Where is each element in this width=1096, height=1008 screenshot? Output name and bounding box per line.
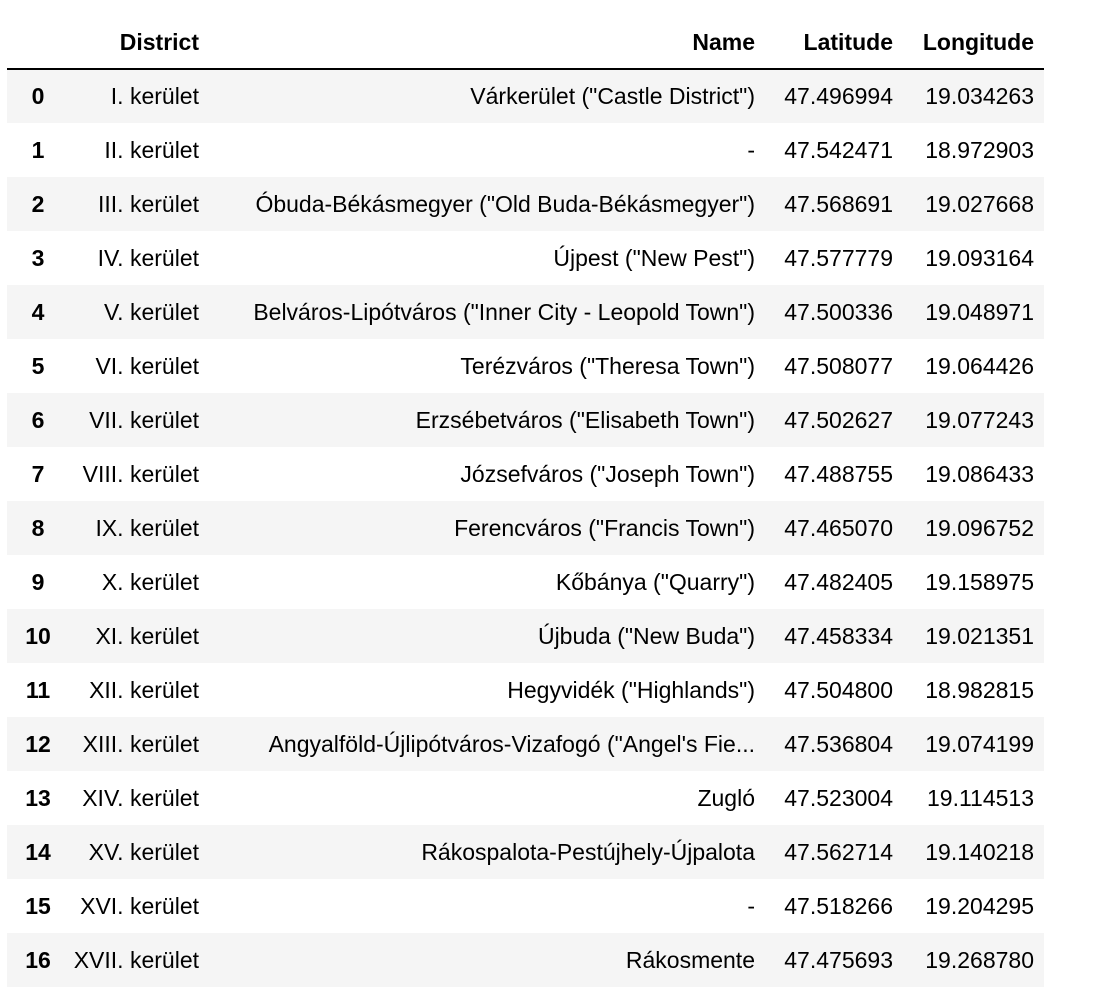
cell-district: I. kerület [110, 83, 199, 109]
row-index: 4 [31, 298, 45, 325]
dataframe-table [7, 16, 1044, 987]
cell-district: XVI. kerület [80, 892, 199, 919]
column-header-latitude: Latitude [765, 16, 903, 69]
cell-name: Óbuda-Békásmegyer ("Old Buda-Békásmegyer") [255, 190, 755, 217]
table-row [7, 285, 1044, 339]
cell-name: Józsefváros ("Joseph Town") [460, 460, 755, 487]
table-row [7, 663, 1044, 717]
index-header [7, 16, 69, 69]
cell-district: XI. kerület [95, 622, 199, 649]
table-row [7, 609, 1044, 663]
table-row [7, 879, 1044, 933]
cell-longitude: 18.972903 [925, 136, 1034, 163]
cell-district: VI. kerület [95, 352, 199, 379]
row-index: 16 [25, 946, 51, 973]
cell-latitude: 47.568691 [784, 190, 893, 217]
cell-latitude: 47.465070 [784, 514, 893, 541]
cell-latitude: 47.496994 [784, 83, 893, 109]
cell-latitude: 47.482405 [784, 568, 893, 595]
cell-district: II. kerület [104, 136, 199, 163]
cell-latitude: 47.536804 [784, 730, 893, 757]
row-index: 9 [31, 568, 45, 595]
cell-latitude: 47.500336 [784, 298, 893, 325]
cell-name: Hegyvidék ("Highlands") [507, 676, 755, 703]
table-body [7, 69, 1044, 987]
table-row [7, 501, 1044, 555]
cell-longitude: 19.114513 [926, 784, 1034, 811]
table-row [7, 933, 1044, 987]
column-header-name: Name [209, 16, 765, 69]
cell-name: Erzsébetváros ("Elisabeth Town") [415, 406, 755, 433]
row-index: 2 [31, 190, 45, 217]
row-index: 8 [31, 514, 45, 541]
header-row [7, 16, 1044, 69]
cell-district: XIV. kerület [82, 784, 199, 811]
row-index: 3 [31, 244, 45, 271]
row-index: 12 [25, 730, 51, 757]
cell-longitude: 19.021351 [925, 622, 1034, 649]
cell-latitude: 47.504800 [784, 676, 893, 703]
cell-name: Angyalföld-Újlipótváros-Vizafogó ("Angel's Fie... [268, 730, 755, 757]
cell-name: Várkerület ("Castle District") [470, 83, 755, 109]
row-index: 5 [31, 352, 45, 379]
cell-latitude: 47.475693 [784, 946, 893, 973]
table-row [7, 339, 1044, 393]
cell-district: III. kerület [98, 190, 199, 217]
cell-latitude: 47.502627 [784, 406, 893, 433]
cell-longitude: 19.093164 [925, 244, 1034, 271]
cell-district: IV. kerület [97, 244, 199, 271]
row-index: 10 [25, 622, 51, 649]
row-index: 13 [25, 784, 51, 811]
cell-district: XII. kerület [89, 676, 199, 703]
table-header [7, 16, 1044, 69]
cell-district: VII. kerület [89, 406, 199, 433]
table-row [7, 555, 1044, 609]
cell-district: X. kerület [101, 568, 199, 595]
table-row [7, 447, 1044, 501]
row-index: 11 [25, 676, 51, 703]
dataframe-output [7, 16, 1044, 987]
cell-district: VIII. kerület [82, 460, 199, 487]
cell-longitude: 19.158975 [925, 568, 1034, 595]
cell-name: Rákosmente [625, 946, 755, 973]
cell-longitude: 19.074199 [925, 730, 1034, 757]
cell-longitude: 19.268780 [925, 946, 1034, 973]
column-header-longitude: Longitude [903, 16, 1044, 69]
cell-name: Ferencváros ("Francis Town") [454, 514, 755, 541]
column-header-district: District [69, 16, 209, 69]
cell-name: Rákospalota-Pestújhely-Újpalota [421, 838, 755, 865]
cell-name: Újbuda ("New Buda") [537, 622, 755, 649]
cell-longitude: 19.086433 [925, 460, 1034, 487]
cell-name: Terézváros ("Theresa Town") [460, 352, 755, 379]
cell-longitude: 19.140218 [925, 838, 1034, 865]
row-index: 15 [25, 892, 51, 919]
cell-longitude: 19.048971 [925, 298, 1034, 325]
cell-latitude: 47.508077 [784, 352, 893, 379]
cell-latitude: 47.523004 [784, 784, 893, 811]
cell-name: - [747, 892, 755, 919]
cell-latitude: 47.577779 [784, 244, 893, 271]
row-index: 14 [25, 838, 51, 865]
table-row [7, 69, 1044, 123]
cell-latitude: 47.458334 [784, 622, 893, 649]
cell-district: V. kerület [103, 298, 199, 325]
cell-latitude: 47.488755 [784, 460, 893, 487]
cell-latitude: 47.518266 [784, 892, 893, 919]
cell-longitude: 19.027668 [925, 190, 1034, 217]
cell-longitude: 19.064426 [925, 352, 1034, 379]
table-row [7, 717, 1044, 771]
cell-name: Zugló [697, 784, 755, 811]
cell-district: XVII. kerület [73, 946, 199, 973]
table-row [7, 231, 1044, 285]
row-index: 6 [31, 406, 45, 433]
cell-district: IX. kerület [95, 514, 199, 541]
table-row [7, 771, 1044, 825]
table-row [7, 123, 1044, 177]
cell-latitude: 47.542471 [784, 136, 893, 163]
row-index: 0 [31, 83, 45, 109]
row-index: 7 [31, 460, 45, 487]
cell-latitude: 47.562714 [784, 838, 893, 865]
cell-longitude: 19.034263 [925, 83, 1034, 109]
cell-name: - [747, 136, 755, 163]
cell-name: Belváros-Lipótváros ("Inner City - Leopold Town") [253, 298, 755, 325]
table-row [7, 177, 1044, 231]
cell-name: Újpest ("New Pest") [553, 244, 755, 271]
cell-name: Kőbánya ("Quarry") [555, 568, 755, 595]
cell-longitude: 19.077243 [925, 406, 1034, 433]
cell-district: XIII. kerület [82, 730, 199, 757]
cell-longitude: 19.096752 [925, 514, 1034, 541]
cell-district: XV. kerület [88, 838, 199, 865]
table-row [7, 825, 1044, 879]
cell-longitude: 18.982815 [925, 676, 1034, 703]
table-row [7, 393, 1044, 447]
row-index: 1 [31, 136, 45, 163]
cell-longitude: 19.204295 [925, 892, 1034, 919]
